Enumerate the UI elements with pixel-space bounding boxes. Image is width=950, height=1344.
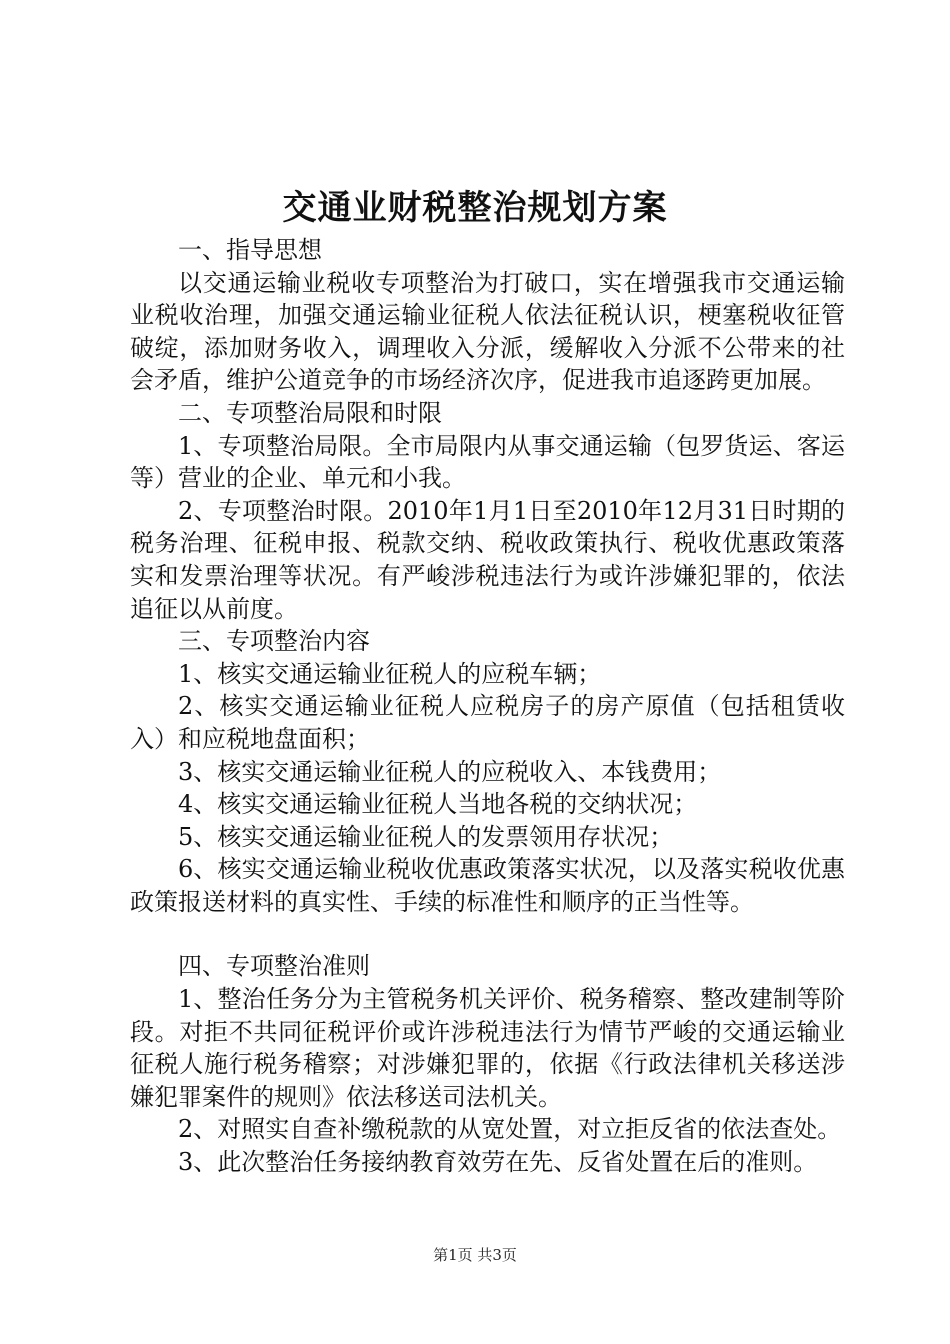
document-body: [130, 234, 845, 1179]
section-heading-2: 二、专项整治局限和时限: [178, 398, 442, 427]
section-heading-3: 三、专项整治内容: [178, 627, 370, 656]
paragraph: 1、整治任务分为主管税务机关评价、税务稽察、整改建制等阶段。对拒不共同征税评价或许涉税违法行为情节严峻的交通运输业征税人施行税务稽察；对涉嫌犯罪的，依据《行政法律机关移送涉嫌犯罪案件的规则》依法移送司法机关。: [130, 985, 845, 1111]
paragraph: 1、专项整治局限。全市局限内从事交通运输（包罗货运、客运等）营业的企业、单元和小我。: [130, 431, 845, 493]
section-heading-1: 一、指导思想: [178, 236, 322, 264]
list-item: 2、核实交通运输业征税人应税房子的房产原值（包括租赁收入）和应税地盘面积；: [130, 692, 845, 753]
list-item: 5、核实交通运输业征税人的发票领用存状况；: [178, 822, 674, 851]
list-item: 1、核实交通运输业征税人的应税车辆；: [178, 659, 602, 688]
page-footer: 第1页 共3页: [433, 1246, 517, 1264]
paragraph: 2、专项整治时限。2010年1月1日至2010年12月31日时期的税务治理、征税申报、税款交纳、税收政策执行、税收优惠政策落实和发票治理等状况。有严峻涉税违法行为或许涉嫌犯罪的，依法追征以从前度。: [130, 496, 845, 623]
section-heading-4: 四、专项整治准则: [178, 952, 370, 981]
paragraph: 2、对照实自查补缴税款的从宽处置，对立拒反省的依法查处。: [178, 1115, 842, 1144]
list-item: 6、核实交通运输业税收优惠政策落实状况，以及落实税收优惠政策报送材料的真实性、手续的标准性和顺序的正当性等。: [130, 855, 845, 916]
paragraph: 以交通运输业税收专项整治为打破口，实在增强我市交通运输业税收治理，加强交通运输业征税人依法征税认识，梗塞税收征管破绽，添加财务收入，调理收入分派，缓解收入分派不公带来的社会矛盾，维护公道竞争的市场经济次序，促进我市追逐跨更加展。: [130, 268, 845, 395]
paragraph: 3、此次整治任务接纳教育效劳在先、反省处置在后的准则。: [178, 1148, 818, 1177]
document-title: 交通业财税整治规划方案: [282, 188, 668, 228]
list-item: 4、核实交通运输业征税人当地各税的交纳状况；: [178, 790, 698, 819]
list-item: 3、核实交通运输业征税人的应税收入、本钱费用；: [178, 757, 722, 786]
